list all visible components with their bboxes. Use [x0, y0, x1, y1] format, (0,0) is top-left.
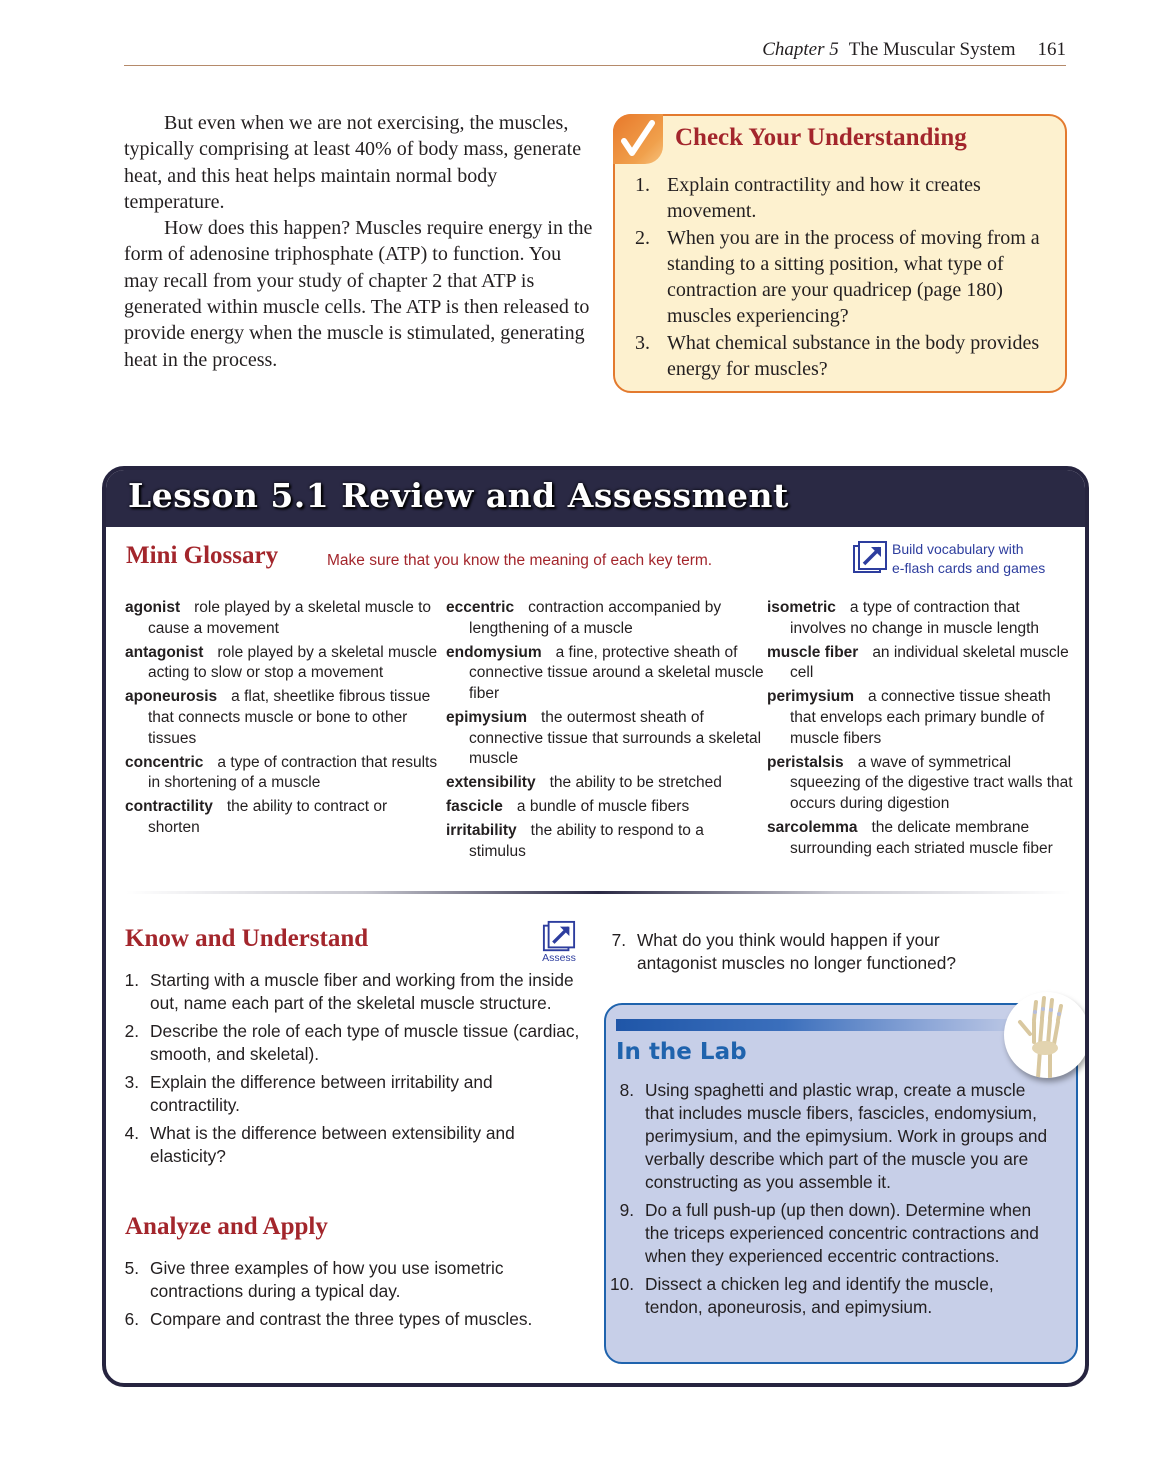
- hand-skeleton-image: [1004, 992, 1089, 1078]
- question-text: Starting with a muscle fiber and working from the inside out, name each part of the skeletal muscle structure.: [150, 970, 574, 1013]
- checkmark-icon: [613, 114, 663, 164]
- glossary-entry: [767, 687, 1077, 749]
- question-item: [111, 1020, 581, 1066]
- glossary-entry: [446, 708, 764, 770]
- check-understanding-title: Check Your Understanding: [675, 124, 967, 151]
- glossary-term: endomysium: [446, 643, 542, 661]
- glossary-definition: role played by a skeletal muscle to cause a movement: [148, 599, 432, 637]
- item-number: 1.: [635, 174, 650, 196]
- item-text: Explain contractility and how it creates movement.: [667, 174, 981, 223]
- glossary-definition: a type of contraction that involves no change in muscle length: [790, 599, 1040, 637]
- question-item: [111, 1257, 561, 1303]
- glossary-entry: [446, 821, 764, 862]
- glossary-term: muscle fiber: [767, 643, 859, 661]
- glossary-entry: [446, 643, 764, 705]
- question-number: 9.: [619, 1200, 634, 1220]
- glossary-entry: [767, 753, 1077, 815]
- glossary-definition: a flat, sheetlike fibrous tissue that connects muscle or bone to other tissues: [148, 688, 431, 747]
- glossary-definition: an individual skeletal muscle cell: [790, 643, 1069, 682]
- question-number: 10.: [609, 1274, 634, 1294]
- glossary-term: epimysium: [446, 708, 527, 726]
- question-text: Dissect a chicken leg and identify the muscle, tendon, aponeurosis, and epimysium.: [645, 1274, 994, 1317]
- section-divider: [126, 891, 1071, 894]
- glossary-term: aponeurosis: [125, 688, 218, 706]
- review-header: [106, 470, 1085, 527]
- question-number: 2.: [124, 1021, 139, 1041]
- eflash-text: [892, 540, 1045, 578]
- glossary-definition: the ability to be stretched: [549, 774, 722, 792]
- item-text: When you are in the process of moving from a standing to a sitting position, what type of contraction are your quadricep (page 180) muscles experiencing?: [667, 226, 1040, 328]
- lesson-review-panel: [102, 466, 1089, 1387]
- running-header: [124, 36, 1066, 66]
- analyze-apply-questions-continued: [598, 929, 1018, 980]
- question-text: Explain the difference between irritability and contractility.: [150, 1072, 493, 1115]
- body-paragraph: But even when we are not exercising, the muscles, typically comprising at least 40% of body mass, generate heat, and this heat helps maintain normal body temperature.: [124, 112, 582, 213]
- glossary-column: [125, 598, 443, 842]
- glossary-entry: [125, 797, 443, 838]
- glossary-entry: [446, 797, 764, 818]
- question-item: [111, 1122, 581, 1168]
- list-item: [635, 330, 1055, 383]
- question-text: Compare and contrast the three types of muscles.: [150, 1309, 533, 1329]
- in-the-lab-box: [604, 1003, 1078, 1364]
- glossary-term: eccentric: [446, 599, 515, 616]
- chapter-label: Chapter 5: [762, 39, 839, 60]
- glossary-definition: the ability to contract or shorten: [148, 798, 388, 836]
- external-link-icon: [541, 920, 577, 954]
- mini-glossary-title: Mini Glossary: [126, 542, 279, 569]
- question-item: [111, 1308, 561, 1331]
- glossary-term: sarcolemma: [767, 818, 858, 836]
- list-item: [635, 172, 1055, 225]
- glossary-term: extensibility: [446, 774, 536, 792]
- glossary-entry: [446, 773, 764, 794]
- body-paragraph: How does this happen? Muscles require energy in the form of adenosine triphosphate (ATP) to function. You may recall from your study of chapter 2 that ATP is generated within muscle cells. The ATP is then released to provide energy when the muscle is stimulated, generating heat in the process.: [124, 217, 593, 371]
- question-item: [111, 1071, 581, 1117]
- question-item: [606, 1079, 1056, 1194]
- question-item: [111, 969, 581, 1015]
- check-understanding-list: [635, 172, 1055, 382]
- question-text: What do you think would happen if your antagonist muscles no longer functioned?: [637, 930, 956, 973]
- glossary-definition: the outermost sheath of connective tissue that surrounds a skeletal muscle: [469, 708, 762, 768]
- review-title: Lesson 5.1 Review and Assessment: [128, 476, 789, 515]
- glossary-term: irritability: [446, 822, 517, 840]
- lab-questions: [606, 1079, 1056, 1324]
- glossary-definition: a fine, protective sheath of connective tissue around a skeletal muscle fiber: [469, 643, 764, 702]
- item-text: What chemical substance in the body provides energy for muscles?: [667, 331, 1040, 381]
- analyze-apply-questions: [111, 1257, 561, 1336]
- analyze-apply-title: Analyze and Apply: [125, 1213, 328, 1240]
- glossary-definition: a type of contraction that results in shortening of a muscle: [148, 753, 438, 792]
- question-text: Using spaghetti and plastic wrap, create a muscle that includes muscle fibers, fascicles, endomysium, perimysium, and the epimysium. Work in groups and verbally describe which part of the muscle you are constructing as you assemble it.: [645, 1080, 1048, 1192]
- glossary-entry: [125, 687, 443, 749]
- question-number: 6.: [124, 1309, 139, 1329]
- chapter-title: The Muscular System: [848, 39, 1016, 60]
- question-number: 3.: [124, 1072, 139, 1092]
- check-your-understanding-box: [613, 114, 1067, 393]
- in-the-lab-title: In the Lab: [616, 1039, 747, 1065]
- glossary-definition: a bundle of muscle fibers: [516, 798, 690, 816]
- glossary-definition: role played by a skeletal muscle acting to slow or stop a movement: [148, 643, 438, 682]
- assess-label: Assess: [542, 952, 576, 964]
- external-link-icon: [852, 540, 888, 576]
- glossary-term: isometric: [767, 599, 836, 616]
- glossary-term: concentric: [125, 753, 204, 771]
- glossary-term: fascicle: [446, 798, 503, 816]
- glossary-term: peristalsis: [767, 753, 844, 771]
- lab-accent-bar: [616, 1019, 1036, 1031]
- question-number: 7.: [611, 930, 626, 950]
- running-header-text: [762, 39, 1066, 61]
- question-number: 1.: [124, 970, 139, 990]
- question-text: Describe the role of each type of muscle tissue (cardiac, smooth, and skeletal).: [150, 1021, 580, 1064]
- list-item: [635, 225, 1055, 330]
- glossary-definition: contraction accompanied by lengthening of a muscle: [469, 599, 722, 637]
- glossary-definition: a wave of symmetrical squeezing of the digestive tract walls that occurs during digestion: [790, 753, 1073, 812]
- glossary-term: antagonist: [125, 643, 204, 661]
- question-text: What is the difference between extensibility and elasticity?: [150, 1123, 515, 1166]
- mini-glossary-subtitle: Make sure that you know the meaning of each key term.: [327, 552, 713, 569]
- glossary-term: contractility: [125, 798, 213, 816]
- eflash-link[interactable]: [852, 540, 1045, 578]
- body-text: [124, 110, 594, 373]
- eflash-line: e-flash cards and games: [892, 560, 1046, 576]
- glossary-definition: the delicate membrane surrounding each striated muscle fiber: [790, 818, 1053, 857]
- glossary-column: [767, 598, 1077, 863]
- question-text: Do a full push-up (up then down). Determine when the triceps experienced concentric contractions and when they experienced eccentric contractions.: [645, 1200, 1039, 1266]
- glossary-definition: a connective tissue sheath that envelops each primary bundle of muscle fibers: [790, 688, 1051, 747]
- question-item: [606, 1199, 1056, 1268]
- page-number: 161: [1037, 39, 1066, 60]
- assess-link[interactable]: [539, 920, 579, 964]
- glossary-term: agonist: [125, 599, 181, 616]
- question-item: [606, 1273, 1056, 1319]
- glossary-entry: [767, 818, 1077, 859]
- question-item: [598, 929, 1018, 975]
- know-understand-questions: [111, 969, 581, 1173]
- item-number: 3.: [635, 331, 650, 354]
- item-number: 2.: [635, 226, 650, 249]
- glossary-definition: the ability to respond to a stimulus: [469, 822, 704, 861]
- know-understand-title: Know and Understand: [125, 925, 369, 952]
- glossary-entry: [767, 643, 1077, 684]
- question-number: 5.: [124, 1258, 139, 1278]
- question-text: Give three examples of how you use isometric contractions during a typical day.: [150, 1258, 504, 1301]
- glossary-entry: [125, 598, 443, 639]
- glossary-entry: [767, 598, 1077, 639]
- glossary-entry: [125, 643, 443, 684]
- glossary-entry: [446, 598, 764, 639]
- glossary-column: [446, 598, 764, 866]
- eflash-line: Build vocabulary with: [892, 541, 1024, 557]
- glossary-entry: [125, 753, 443, 794]
- question-number: 4.: [124, 1123, 139, 1143]
- question-number: 8.: [619, 1080, 634, 1100]
- glossary-term: perimysium: [767, 688, 855, 706]
